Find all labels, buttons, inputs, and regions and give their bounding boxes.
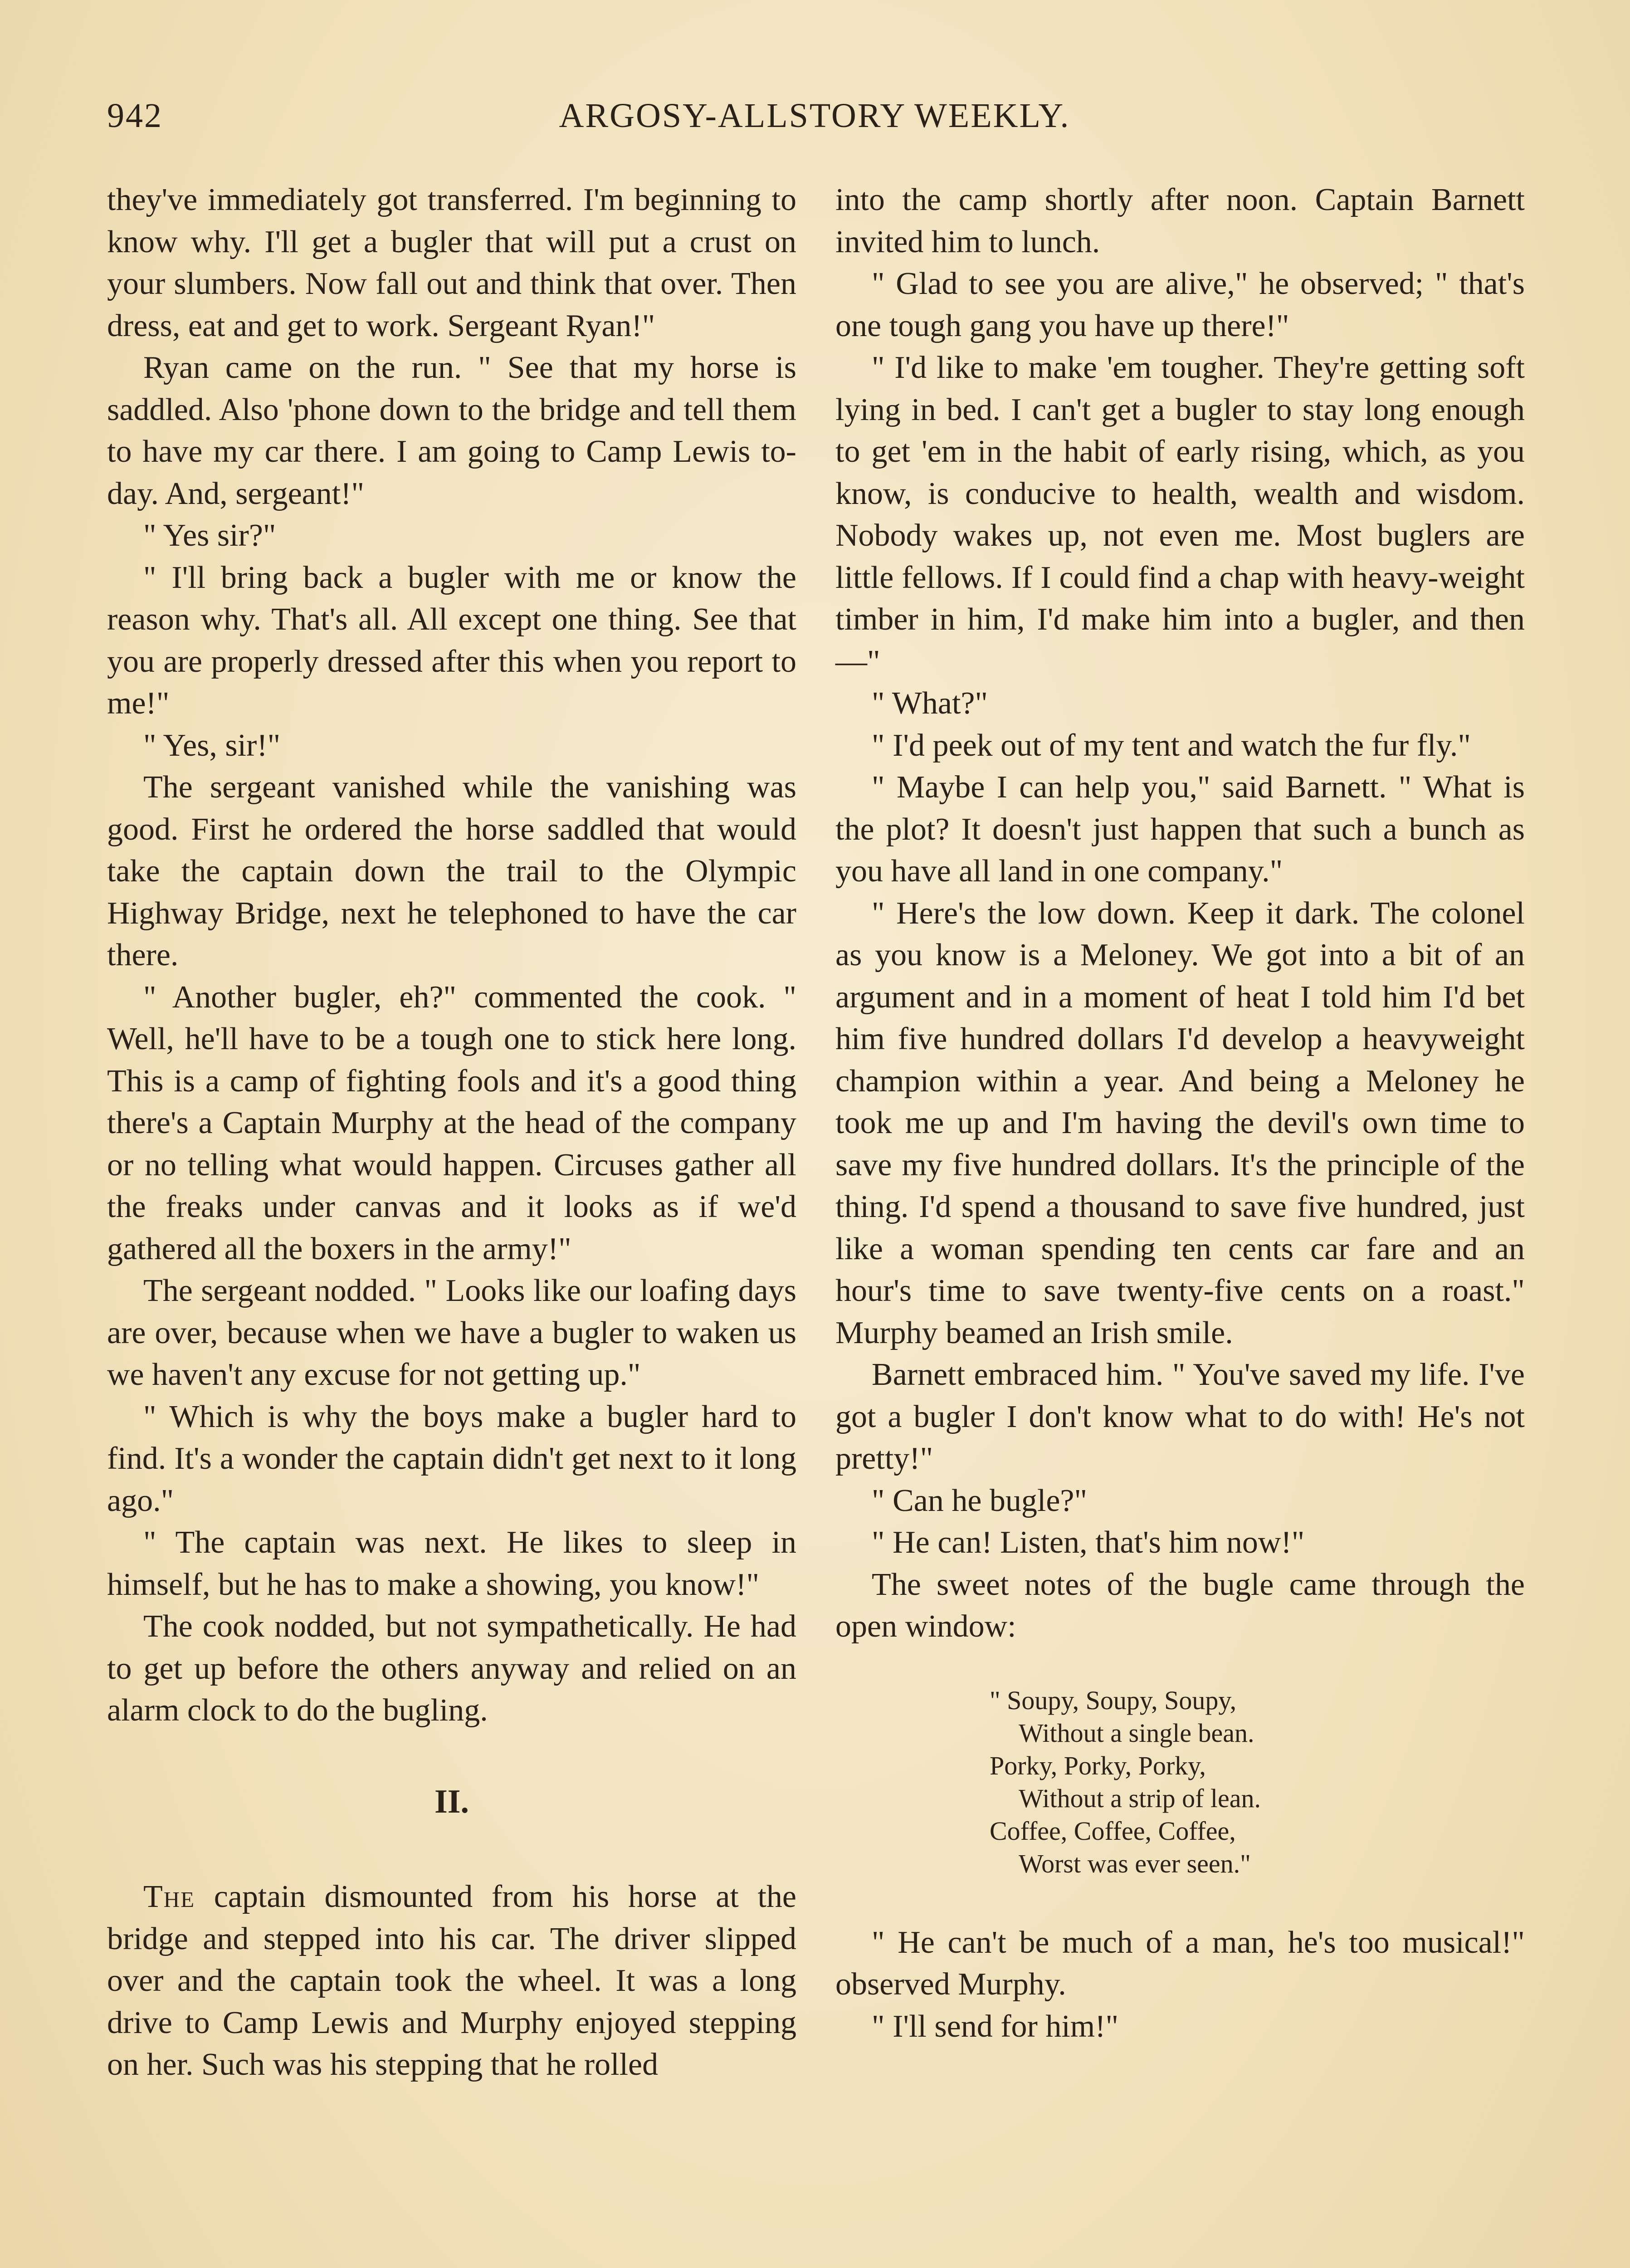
opening-text: captain dismounted from his horse at the bridge and stepped into his car. The driver slipped over and the captain took the wheel. It was a long drive to Camp Lewis and Murphy enjoyed stepping on her. Such was his stepping that he rolled: [107, 1879, 796, 2082]
section-heading: II.: [434, 1783, 469, 1820]
right-column: [835, 179, 1525, 2048]
paragraph: " I'd peek out of my tent and watch the fur fly.": [872, 728, 1471, 763]
paragraph: The sergeant vanished while the vanishing was good. First he ordered the horse saddled that would take the captain down the trail to the Olympic Highway Bridge, next he telephoned to have the car there.: [107, 770, 796, 973]
left-column: [107, 179, 796, 2086]
paragraph: " What?": [872, 686, 988, 721]
paragraph: " Yes sir?": [143, 518, 276, 553]
paragraph: " Another bugler, eh?" commented the cook. " Well, he'll have to be a tough one to stick here long. This is a camp of fighting fools and it's a good thing there's a Captain Murphy at the head of the company or no telling what would happen. Circuses gather all the freaks under canvas and it looks as if we'd gathered all the boxers in the army!": [107, 979, 796, 1266]
paragraph: The sweet notes of the bugle came through the open window:: [835, 1567, 1525, 1644]
paragraph: The sergeant nodded. " Looks like our loafing days are over, because when we have a bugler to waken us we haven't any excuse for not getting up.": [107, 1273, 796, 1392]
page-number: 942: [107, 97, 163, 135]
paragraph: into the camp shortly after noon. Captain Barnett invited him to lunch.: [835, 182, 1525, 259]
paragraph: " He can't be much of a man, he's too musical!" observed Murphy.: [835, 1925, 1525, 2002]
paragraph: " Yes, sir!": [143, 728, 281, 763]
paragraph: " Glad to see you are alive," he observed; " that's one tough gang you have up there!": [835, 266, 1525, 343]
verse-line: Worst was ever seen.": [1019, 1848, 1251, 1878]
paragraph: Barnett embraced him. " You've saved my life. I've got a bugler I don't know what to do with! He's not pretty!": [835, 1357, 1525, 1476]
opening-word: The: [143, 1879, 195, 1914]
paragraph: " I'll bring back a bugler with me or know the reason why. That's all. All except one thing. See that you are properly dressed after this when you report to me!": [107, 560, 796, 721]
verse-line: Coffee, Coffee, Coffee,: [990, 1816, 1236, 1846]
bugle-verse: [990, 1684, 1525, 1880]
verse-line: Without a strip of lean.: [1019, 1783, 1261, 1813]
paragraph: " I'd like to make 'em tougher. They're getting soft lying in bed. I can't get a bugler to stay long enough to get 'em in the habit of early rising, which, as you know, is conducive to health, wealth and wisdom. Nobody wakes up, not even me. Most buglers are little fellows. If I could find a chap with heavy-weight timber in him, I'd make him into a bugler, and then—": [835, 350, 1525, 679]
paragraph: " Can he bugle?": [872, 1483, 1088, 1518]
verse-line: " Soupy, Soupy, Soupy,: [990, 1685, 1237, 1715]
paragraph: The cook nodded, but not sympathetically. He had to get up before the others anyway and relied on an alarm clock to do the bugling.: [107, 1609, 796, 1728]
paragraph: " He can! Listen, that's him now!": [872, 1525, 1305, 1560]
paragraph: " Which is why the boys make a bugler hard to find. It's a wonder the captain didn't get next to it long ago.": [107, 1399, 796, 1518]
paragraph: Ryan came on the run. " See that my horse is saddled. Also 'phone down to the bridge and tell them to have my car there. I am going to Camp Lewis to-day. And, sergeant!": [107, 350, 796, 511]
paragraph: " I'll send for him!": [872, 2009, 1119, 2044]
paragraph: " Here's the low down. Keep it dark. The colonel as you know is a Meloney. We got into a bit of an argument and in a moment of heat I told him I'd bet him five hundred dollars I'd develop a heavyweight champion within a year. And being a Meloney he took me up and I'm having the devil's own time to save my five hundred dollars. It's the principle of the thing. I'd spend a thousand to save five hundred, just like a woman spending ten cents car fare and an hour's time to save twenty-five cents on a roast." Murphy beamed an Irish smile.: [835, 895, 1525, 1350]
paragraph: " Maybe I can help you," said Barnett. " What is the plot? It doesn't just happen that such a bunch as you have all land in one company.": [835, 770, 1525, 889]
magazine-title: ARGOSY-ALLSTORY WEEKLY.: [559, 97, 1070, 135]
verse-line: Without a single bean.: [1019, 1718, 1254, 1748]
section-opening-paragraph: [107, 1876, 796, 2086]
verse-line: Porky, Porky, Porky,: [990, 1750, 1206, 1780]
paragraph: " The captain was next. He likes to sleep in himself, but he has to make a showing, you know!": [107, 1525, 796, 1602]
page-header: [107, 96, 1522, 151]
paragraph: they've immediately got transferred. I'm beginning to know why. I'll get a bugler that will put a crust on your slumbers. Now fall out and think that over. Then dress, eat and get to work. Sergeant Ryan!": [107, 182, 796, 343]
